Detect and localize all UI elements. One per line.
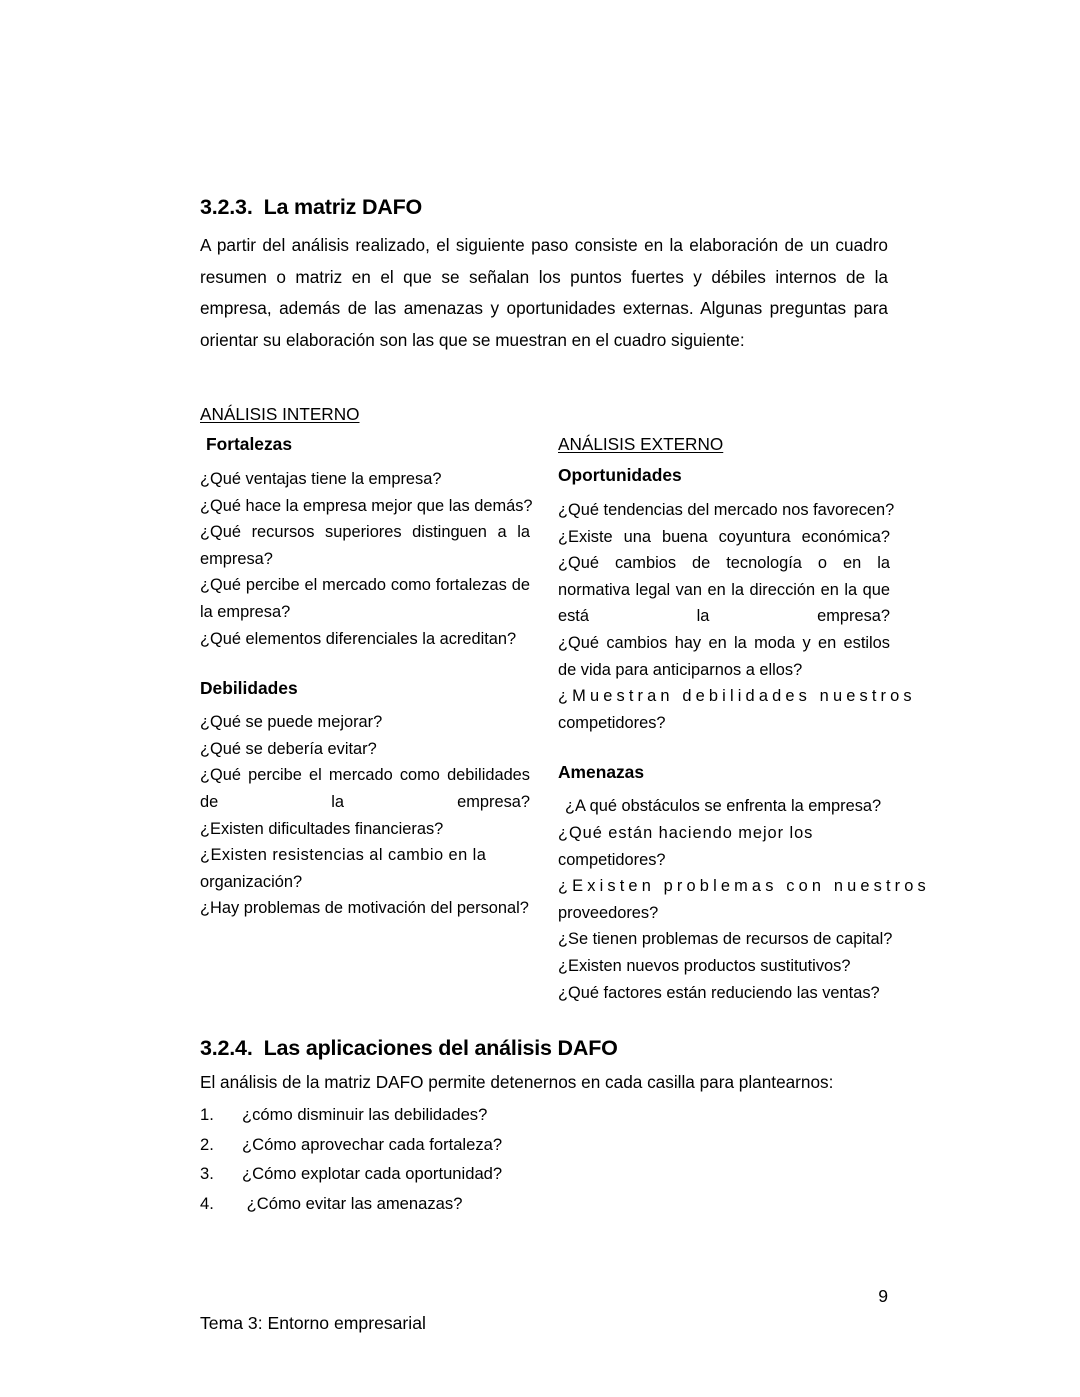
list-item: ¿Hay problemas de motivación del personal? <box>200 899 529 918</box>
list-item: ¿Qué recursos superiores distinguen a la empresa? <box>200 523 530 568</box>
list-item: ¿Qué factores están reduciendo las ventas? <box>558 983 880 1002</box>
list-item: organización? <box>200 872 303 891</box>
list-marker: 2. <box>200 1134 214 1154</box>
external-analysis-column <box>558 434 930 1006</box>
list-item: proveedores? <box>558 903 659 922</box>
list-item: ¿Existen problemas con nuestros <box>558 877 930 896</box>
section-heading-dafo <box>200 195 900 220</box>
list-item <box>200 1189 890 1219</box>
list-item: ¿Qué hace la empresa mejor que las demás? <box>200 496 533 515</box>
list-item: ¿Qué tendencias del mercado nos favorecen? <box>558 501 895 519</box>
dafo-intro-paragraph: A partir del análisis realizado, el siguiente paso consiste en la elaboración de un cuadro resumen o matriz en el que se señalan los puntos fuertes y débiles internos de la empresa, además de las amenazas y oportunidades externas. Algunas preguntas para orientar su elaboración son las que se muestran en el cuadro siguiente: <box>200 235 888 350</box>
list-marker: 1. <box>200 1105 214 1124</box>
list-marker: 3. <box>200 1164 214 1184</box>
page-number: 9 <box>878 1286 888 1306</box>
threats-heading: Amenazas <box>558 762 645 783</box>
list-item: ¿Qué percibe el mercado como fortalezas de la empresa? <box>200 576 530 621</box>
list-item: ¿Qué elementos diferenciales la acreditan? <box>200 629 517 648</box>
list-item <box>200 1130 890 1160</box>
applications-list <box>200 1100 890 1218</box>
strengths-heading: Fortalezas <box>206 434 293 454</box>
section-title: La matriz DAFO <box>263 195 423 219</box>
section-number: 3.2.4. <box>200 1036 253 1060</box>
list-item: ¿Muestran debilidades nuestros <box>558 687 916 706</box>
list-item: ¿Qué se debería evitar? <box>200 739 377 758</box>
threats-list <box>558 793 930 1006</box>
list-item: ¿Qué percibe el mercado como debilidades de la empresa? <box>200 766 530 811</box>
list-item-text: ¿cómo disminuir las debilidades? <box>242 1105 488 1124</box>
list-item: ¿Existen dificultades financieras? <box>200 819 444 838</box>
internal-analysis-heading: ANÁLISIS INTERNO <box>200 404 360 424</box>
list-item: ¿Existen nuevos productos sustitutivos? <box>558 956 851 975</box>
internal-analysis-column <box>200 404 533 922</box>
list-item: ¿Qué cambios hay en la moda y en estilos de vida para anticiparnos a ellos? <box>558 633 890 679</box>
applications-intro: El análisis de la matriz DAFO permite detenernos en cada casilla para plantearnos: <box>200 1072 834 1092</box>
strengths-list <box>200 466 533 652</box>
list-item: ¿Qué cambios de tecnología o en la normativa legal van en la dirección en la que está la empresa? <box>558 554 890 626</box>
section-title: Las aplicaciones del análisis DAFO <box>263 1036 618 1060</box>
list-item-text: ¿Cómo aprovechar cada fortaleza? <box>242 1134 503 1154</box>
list-item: ¿Qué se puede mejorar? <box>200 713 383 732</box>
external-analysis-heading: ANÁLISIS EXTERNO <box>558 434 724 454</box>
list-item-text: ¿Cómo evitar las amenazas? <box>242 1193 463 1213</box>
list-item: ¿A qué obstáculos se enfrenta la empresa? <box>565 797 882 816</box>
list-item: competidores? <box>558 713 666 732</box>
list-item <box>200 1159 890 1189</box>
list-item: competidores? <box>558 850 666 869</box>
weaknesses-heading: Debilidades <box>200 678 298 699</box>
opportunities-heading: Oportunidades <box>558 465 682 485</box>
list-item: ¿Existen resistencias al cambio en la <box>200 846 487 865</box>
section-number: 3.2.3. <box>200 195 253 219</box>
list-item: ¿Se tienen problemas de recursos de capital? <box>558 930 893 949</box>
opportunities-list <box>558 497 916 736</box>
list-item: ¿Existe una buena coyuntura económica? <box>558 527 890 546</box>
footer-label: Tema 3: Entorno empresarial <box>200 1313 426 1333</box>
list-marker: 4. <box>200 1193 214 1213</box>
list-item-text: ¿Cómo explotar cada oportunidad? <box>242 1164 503 1184</box>
list-item <box>200 1100 890 1130</box>
weaknesses-list <box>200 709 530 922</box>
section-heading-applications <box>200 1036 900 1061</box>
list-item: ¿Qué están haciendo mejor los <box>558 823 814 842</box>
list-item: ¿Qué ventajas tiene la empresa? <box>200 470 442 488</box>
